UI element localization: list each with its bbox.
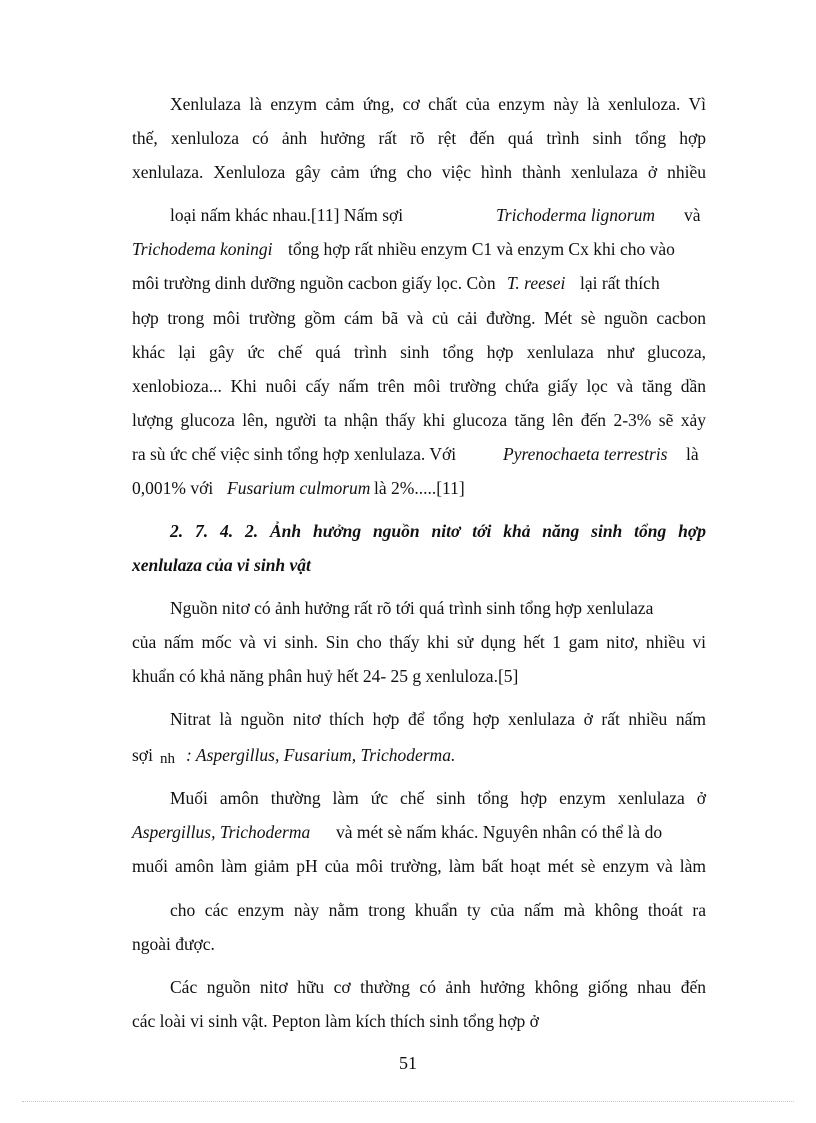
species-aspergillus-trichoderma: Aspergillus, Trichoderma xyxy=(132,822,311,842)
paragraph-5-line-2b: và mét sè nấm khác. Nguyên nhân có thể là do xyxy=(336,822,663,842)
paragraph-1-line-2: thế, xenluloza có ảnh hưởng rất rõ rệt đến quá trình sinh tổng hợp xyxy=(132,128,706,148)
paragraph-2-line-3: môi trường dinh dưỡng nguồn cacbon giấy lọc. Còn xyxy=(132,273,496,293)
paragraph-3-line-2: của nấm mốc và vi sinh. Sin cho thấy khi sử dụng hết 1 gam nitơ, nhiều vi xyxy=(132,632,706,652)
species-trichoderma-lignorum: Trichoderma lignorum xyxy=(496,205,655,225)
paragraph-2-line-8a: ra sù ức chế việc sinh tổng hợp xenlulaza. Với xyxy=(132,444,457,464)
paragraph-2-line-7: lượng glucoza lên, người ta nhận thấy khi glucoza tăng lên đến 2-3% sẽ xảy xyxy=(132,410,706,430)
paragraph-4-line-2a: sợi xyxy=(132,745,153,765)
paragraph-2-line-1a: loại nấm khác nhau.[11] Nấm sợi xyxy=(170,205,404,225)
paragraph-2-line-9b: là 2%.....[11] xyxy=(374,478,465,498)
paragraph-6-line-2: các loài vi sinh vật. Pepton làm kích thích sinh tổng hợp ở xyxy=(132,1011,539,1031)
footer-dotted-rule xyxy=(22,1101,794,1102)
paragraph-2-line-8b: là xyxy=(686,444,699,464)
species-pyrenochaeta-terrestris: Pyrenochaeta terrestris xyxy=(503,444,668,464)
paragraph-3-line-1: Nguồn nitơ có ảnh hưởng rất rõ tới quá trình sinh tổng hợp xenlulaza xyxy=(170,598,654,618)
paragraph-4-line-1: Nitrat là nguồn nitơ thích hợp để tổng hợp xenlulaza ở rất nhiều nấm xyxy=(170,709,706,729)
paragraph-5-line-5: ngoài được. xyxy=(132,934,215,954)
paragraph-2-line-5: khác lại gây ức chế quá trình sinh tổng hợp xenlulaza như glucoza, xyxy=(132,342,706,362)
species-t-reesei: T. reesei xyxy=(507,273,566,293)
species-trichodema-koningi: Trichodema koningi xyxy=(132,239,273,259)
species-list: : Aspergillus, Fusarium, Trichoderma. xyxy=(186,745,456,765)
paragraph-6-line-1: Các nguồn nitơ hữu cơ thường có ảnh hưởng không giống nhau đến xyxy=(170,977,706,997)
paragraph-2-line-2b: tổng hợp rất nhiều enzym C1 và enzym Cx khi cho vào xyxy=(288,239,675,259)
paragraph-3-line-3: khuẩn có khả năng phân huỷ hết 24- 25 g xenluloza.[5] xyxy=(132,666,519,686)
paragraph-2-line-4: hợp trong môi trường gồm cám bã và củ cải đường. Mét sè nguồn cacbon xyxy=(132,308,706,328)
paragraph-4-line-2b: nh xyxy=(160,751,175,767)
paragraph-5-line-3: muối amôn làm giảm pH của môi trường, làm bất hoạt mét sè enzym và làm xyxy=(132,856,706,876)
paragraph-1-line-1: Xenlulaza là enzym cảm ứng, cơ chất của enzym này là xenluloza. Vì xyxy=(170,94,706,114)
paragraph-2-line-3b: lại rất thích xyxy=(580,273,660,293)
paragraph-2-line-1c: và xyxy=(684,205,701,225)
paragraph-5-line-4: cho các enzym này nằm trong khuẩn ty của nấm mà không thoát ra xyxy=(170,900,706,920)
paragraph-5-line-1: Muối amôn thường làm ức chế sinh tổng hợp enzym xenlulaza ở xyxy=(170,788,706,808)
section-heading-line-2: xenlulaza của vi sinh vật xyxy=(132,555,311,575)
paragraph-2-line-6: xenlobioza... Khi nuôi cấy nấm trên môi trường chứa giấy lọc và tăng dần xyxy=(132,376,706,396)
paragraph-2-line-9a: 0,001% với xyxy=(132,478,214,498)
paragraph-1-line-3: xenlulaza. Xenluloza gây cảm ứng cho việc hình thành xenlulaza ở nhiều xyxy=(132,162,706,182)
page-number: 51 xyxy=(399,1053,417,1073)
species-fusarium-culmorum: Fusarium culmorum xyxy=(227,478,371,498)
section-heading-line-1: 2. 7. 4. 2. Ảnh hưởng nguồn nitơ tới khả năng sinh tổng hợp xyxy=(170,521,706,541)
